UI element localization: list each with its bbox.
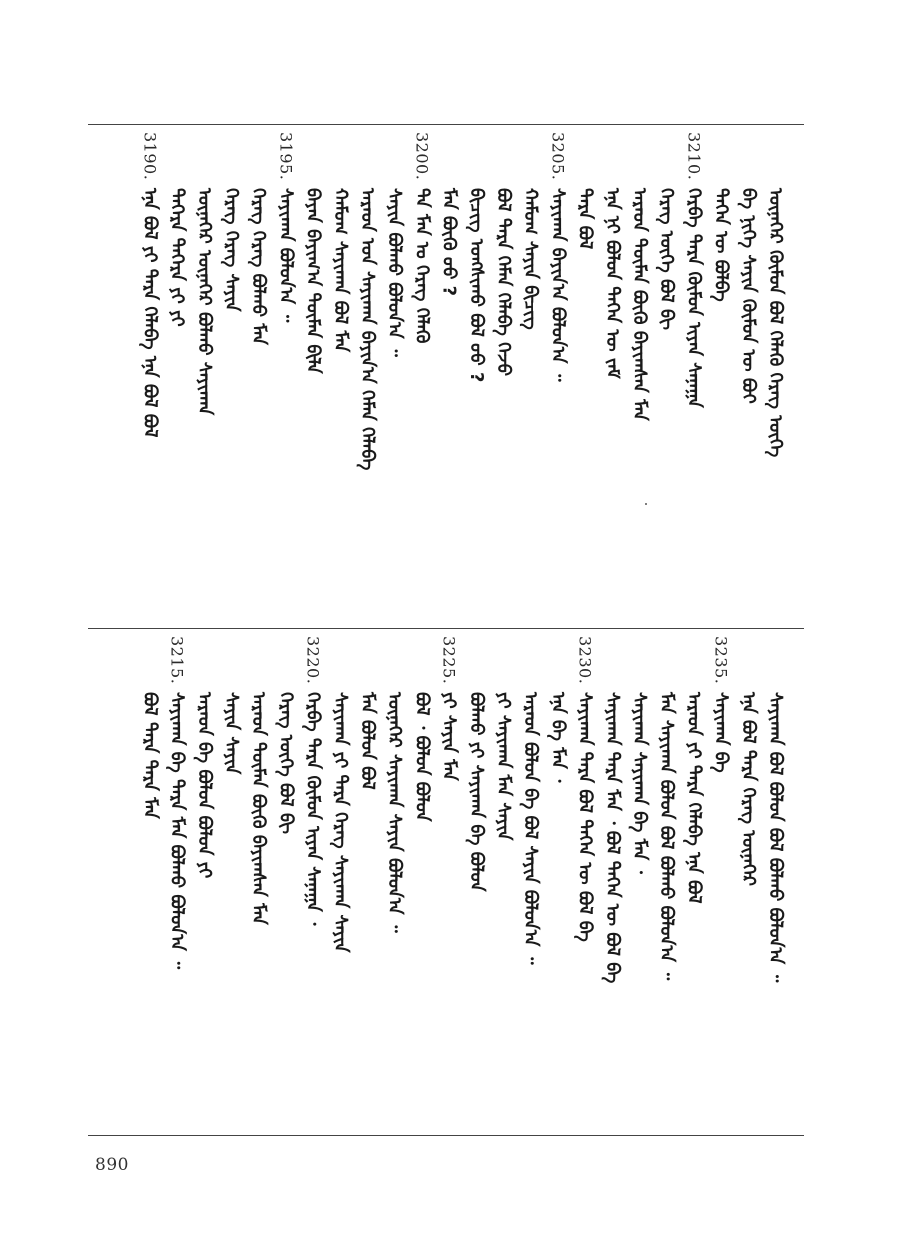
verse-text: ᠶᠢ ᠰᠠᠶᠢᠬᠠᠨ ᠮᠠᠨ ᠰᠠᠶᠢᠨ bbox=[493, 692, 514, 841]
verse-line bbox=[653, 636, 679, 1126]
verse-text: ᠶᠢ ᠰᠠᠶᠢᠨ ᠮᠠᠨ bbox=[438, 692, 460, 781]
verse-line bbox=[463, 132, 489, 622]
lower-verse-block bbox=[86, 636, 806, 1126]
line-number: 3215. bbox=[167, 636, 187, 685]
verse-line bbox=[300, 132, 326, 622]
stray-dot bbox=[645, 503, 647, 505]
verse-line bbox=[517, 132, 543, 622]
verse-line bbox=[245, 132, 271, 622]
verse-text: ᠰᠠᠶᠢᠬᠠᠨ ᠪᠠ bbox=[710, 692, 732, 773]
verse-text: ᠰᠠᠶᠢᠬᠠᠨ ᠲᠡᠷᠡ ᠪᠣᠯ ᠲᠡᠭᠡᠨ ᠦ ᠪᠣᠯ ᠪᠠ bbox=[574, 692, 596, 942]
verse-text: ᠬᠡᠷᠡᠭ ᠬᠡᠷᠡᠭ ᠰᠠᠶᠢᠨ bbox=[221, 188, 242, 312]
verse-line bbox=[300, 636, 326, 1126]
verse-line bbox=[327, 132, 353, 622]
verse-line bbox=[408, 132, 434, 622]
verse-line bbox=[599, 636, 625, 1126]
verse-text: ᠬᠠᠮᠤᠭ ᠰᠠᠶᠢᠨ ᠪᠢᠴᠢᠭ bbox=[520, 188, 542, 330]
verse-text: ᠡᠨᠡ ᠪᠣᠯ ᠶᠢ ᠲᠡᠷᠡ ᠬᠡᠯᠡᠪᠡ ᠡᠨᠡ ᠪᠣᠯ ᠪᠣᠯ bbox=[139, 188, 161, 438]
verse-line bbox=[653, 132, 679, 622]
line-number: 3210. bbox=[684, 132, 704, 181]
verse-text: ᠠᠷᠠᠳ ᠪᠠ ᠪᠣᠯᠤᠨ ᠪᠣᠯᠤᠨ ᠶᠢ bbox=[193, 692, 215, 879]
verse-text: ᠠᠷᠠᠳ ᠪᠣᠯᠤᠨ ᠪᠠ ᠪᠣᠯ ᠰᠠᠶᠢᠨ ᠪᠣᠯᠤᠨ᠎ᠠ ᠃ bbox=[520, 692, 542, 965]
verse-text: ᠲᠡᠭᠡᠷᠡ ᠲᠡᠭᠡᠷᠡ ᠶᠢ ᠶᠢ bbox=[166, 188, 188, 327]
verse-line bbox=[245, 636, 271, 1126]
verse-text: ᠲᠡᠷᠡ ᠪᠣᠯ bbox=[574, 188, 596, 250]
verse-line bbox=[218, 636, 244, 1126]
verse-line bbox=[408, 636, 434, 1126]
bottom-rule bbox=[88, 1135, 804, 1136]
verse-text: ᠪᠣᠯ ᠂ ᠪᠣᠯᠤᠨ ᠪᠣᠯᠤᠨ bbox=[411, 692, 433, 822]
verse-text: ᠪᠣᠯ ᠲᠡᠷᠡ ᠲᠡᠷᠡ ᠮᠠᠨ bbox=[139, 692, 161, 819]
middle-rule bbox=[88, 628, 804, 629]
upper-verse-block bbox=[86, 132, 806, 622]
verse-line bbox=[354, 132, 380, 622]
verse-text: ᠪᠠ ᠨᠢᠭᠡ ᠰᠠᠶᠢᠨ ᠬᠦᠮᠦᠨ ᠦ ᠪᠣᠢ bbox=[737, 188, 759, 404]
verse-line bbox=[136, 132, 162, 622]
verse-line bbox=[517, 636, 543, 1126]
line-number: 3205. bbox=[548, 132, 568, 181]
verse-text: ᠰᠠᠶᠢᠬᠠᠨ ᠶᠢ ᠲᠡᠷᠡ ᠬᠡᠷᠡᠭ ᠰᠠᠶᠢᠬᠠᠨ ᠰᠠᠶᠢᠨ bbox=[329, 692, 351, 953]
verse-text: ᠦᠨᠡᠬᠡᠷ ᠬᠦᠮᠦᠨ ᠪᠣᠯ ᠬᠡᠯᠡᠬᠦ ᠬᠡᠷᠡᠭ ᠦᠭᠡ bbox=[765, 188, 786, 458]
line-number: 3190. bbox=[140, 132, 160, 181]
verse-text: ᠬᠡᠷᠡᠭ ᠦᠭᠡ ᠪᠣᠯ ᠪᠢ bbox=[275, 692, 297, 834]
verse-text: ᠬᠡᠷᠡᠭ ᠦᠭᠡ ᠪᠣᠯ ᠪᠢ bbox=[656, 188, 678, 330]
verse-text: ᠰᠠᠶᠢᠨ ᠪᠣᠯᠬᠤ ᠪᠣᠯᠤᠨ᠎ᠠ ᠃ bbox=[384, 188, 406, 357]
verse-line bbox=[735, 132, 761, 622]
verse-text: ᠮᠠᠨ ᠪᠣᠯᠤᠨ ᠪᠣᠯ bbox=[357, 692, 378, 790]
verse-line bbox=[544, 636, 570, 1126]
verse-line bbox=[735, 636, 761, 1126]
verse-line bbox=[436, 132, 462, 622]
verse-line bbox=[626, 132, 652, 622]
verse-line bbox=[680, 132, 706, 622]
line-number: 3195. bbox=[276, 132, 296, 181]
verse-text: ᠪᠢᠴᠢᠭ ᠤᠩᠰᠢᠬᠤ ᠪᠣᠯ ᠤᠤ ? bbox=[465, 188, 487, 383]
verse-text: ᠬᠠᠮᠤᠭ ᠰᠠᠶᠢᠬᠠᠨ ᠪᠣᠯ ᠮᠠᠨ bbox=[329, 188, 351, 353]
verse-line bbox=[164, 132, 190, 622]
line-number: 3235. bbox=[711, 636, 731, 685]
verse-text: ᠰᠠᠶᠢᠬᠠᠨ ᠪᠠ ᠲᠡᠷᠡ ᠮᠠᠨ ᠪᠣᠯᠬᠤ ᠪᠣᠯᠤᠨ᠎ᠠ ᠃ bbox=[166, 692, 188, 970]
verse-text: ᠡᠨᠡ ᠪᠠ ᠮᠠᠨ ᠂ bbox=[547, 692, 569, 783]
verse-text: ᠦᠨᠡᠬᠡᠷ ᠦᠨᠡᠬᠡᠷ ᠪᠣᠯᠬᠤ ᠰᠠᠶᠢᠬᠠᠨ bbox=[193, 188, 215, 416]
verse-text: ᠬᠡᠷᠡᠭ ᠬᠡᠷᠡᠭ ᠪᠣᠯᠬᠤ ᠮᠠᠨ bbox=[248, 188, 270, 345]
verse-line bbox=[272, 636, 298, 1126]
verse-text: ᠪᠣᠯ ᠲᠡᠷᠡ ᠬᠡᠮᠡᠨ ᠬᠡᠯᠡᠪᠡ ᠭᠡᠵᠦ bbox=[493, 188, 514, 376]
verse-text: ᠰᠠᠶᠢᠬᠠᠨ ᠲᠡᠷᠡ ᠮᠠᠨ ᠂ ᠪᠣᠯ ᠲᠡᠭᠡᠨ ᠦ ᠪᠣᠯ ᠪᠠ bbox=[601, 692, 623, 984]
verse-text: ᠮᠠᠨ ᠪᠦᠬᠦ ᠤᠤ ? bbox=[438, 188, 460, 297]
verse-text: ᠰᠠᠶᠢᠬᠠᠨ ᠪᠣᠯᠤᠨ᠎ᠠ ᠃ bbox=[275, 188, 297, 323]
verse-line bbox=[381, 132, 407, 622]
verse-line bbox=[354, 636, 380, 1126]
verse-line bbox=[164, 636, 190, 1126]
verse-text: ᠲᠡᠭᠡᠨ ᠦ ᠪᠣᠯᠪᠠ bbox=[710, 188, 732, 302]
verse-line bbox=[599, 132, 625, 622]
verse-line bbox=[327, 636, 353, 1126]
verse-text: ᠦᠨᠡᠬᠡᠷ ᠰᠠᠶᠢᠬᠠᠨ ᠰᠠᠶᠢᠨ ᠪᠣᠯᠤᠨ᠎ᠠ ᠃ bbox=[384, 692, 406, 933]
verse-line bbox=[490, 132, 516, 622]
verse-line bbox=[463, 636, 489, 1126]
verse-text: ᠠᠷᠠᠳ ᠲᠦᠮᠡᠨ ᠪᠦᠬᠦ ᠪᠠᠶᠢᠭᠰᠠᠨ ᠮᠠᠨ bbox=[248, 692, 270, 925]
verse-text: ᠪᠣᠯᠬᠤ ᠶᠢ ᠰᠠᠶᠢᠬᠠᠨ ᠪᠠ ᠪᠣᠯᠤᠨ bbox=[465, 692, 487, 892]
verse-text: ᠮᠠᠨ ᠰᠠᠶᠢᠬᠠᠨ ᠪᠣᠯᠤᠨ ᠪᠣᠯ ᠪᠣᠯᠬᠤ ᠪᠣᠯᠤᠨ᠎ᠠ ᠃ bbox=[656, 692, 678, 981]
line-number: 3225. bbox=[439, 636, 459, 685]
page-number: 890 bbox=[95, 1155, 129, 1175]
verse-line bbox=[680, 636, 706, 1126]
verse-text: ᠬᠡᠷᠪᠡ ᠲᠡᠷᠡ ᠬᠦᠮᠦᠨ ᠢᠶᠡᠨ ᠰᠠᠨᠠᠭᠠ ᠂ bbox=[302, 692, 324, 926]
verse-text: ᠰᠠᠶᠢᠬᠠᠨ ᠰᠠᠶᠢᠬᠠᠨ ᠪᠠ ᠮᠠᠨ ᠂ bbox=[629, 692, 650, 874]
verse-line bbox=[762, 636, 788, 1126]
line-number: 3230. bbox=[575, 636, 595, 685]
verse-text: ᠲᠠ ᠮᠠᠨ ᠤ ᠬᠡᠷᠡᠭ ᠬᠡᠯᠡᠬᠦ bbox=[411, 188, 433, 344]
verse-line bbox=[572, 636, 598, 1126]
verse-line bbox=[191, 132, 217, 622]
verse-line bbox=[191, 636, 217, 1126]
verse-line bbox=[544, 132, 570, 622]
verse-text: ᠠᠷᠠᠳ ᠤᠨ ᠰᠠᠶᠢᠬᠠᠨ ᠪᠠᠶᠢᠨ᠎ᠠ ᠬᠡᠮᠡᠨ ᠬᠡᠯᠡᠪᠡ bbox=[357, 188, 378, 471]
verse-line bbox=[381, 636, 407, 1126]
top-rule bbox=[88, 124, 804, 125]
verse-line bbox=[762, 132, 788, 622]
line-number: 3200. bbox=[412, 132, 432, 181]
verse-text: ᠡᠨᠡ ᠪᠣᠯ ᠲᠡᠷᠡ ᠬᠡᠷᠡᠭ ᠦᠨᠡᠬᠡᠷ bbox=[737, 692, 759, 886]
verse-text: ᠪᠠᠶᠠᠨ ᠪᠠᠶᠢᠭ᠎ᠠ ᠲᠦᠮᠡᠨ ᠪᠢᠯᠡ bbox=[302, 188, 324, 374]
verse-text: ᠰᠠᠶᠢᠬᠠᠨ ᠪᠠᠶᠢᠨ᠎ᠠ ᠪᠣᠯᠤᠨ᠎ᠠ ᠃ bbox=[547, 188, 569, 382]
verse-line bbox=[272, 132, 298, 622]
verse-text: ᠡᠨᠡ ᠨᠢ ᠪᠣᠯᠤᠨ ᠲᠡᠭᠡᠨ ᠦ ᠵᠠᠮ bbox=[601, 188, 623, 379]
line-number: 3220. bbox=[303, 636, 323, 685]
verse-line bbox=[136, 636, 162, 1126]
verse-text: ᠠᠷᠠᠳ ᠶᠢ ᠲᠡᠷᠡ ᠬᠡᠯᠡᠪᠡ ᠡᠨᠡ ᠪᠣᠯ bbox=[683, 692, 705, 904]
verse-text: ᠰᠠᠶᠢᠨ ᠰᠠᠶᠢᠨ bbox=[221, 692, 242, 775]
verse-line bbox=[436, 636, 462, 1126]
verse-line bbox=[708, 132, 734, 622]
verse-text: ᠠᠷᠠᠳ ᠲᠦᠮᠡᠨ ᠪᠦᠬᠦ ᠪᠠᠶᠢᠭᠰᠠᠨ ᠮᠠᠨ bbox=[629, 188, 650, 421]
verse-line bbox=[572, 132, 598, 622]
verse-line bbox=[218, 132, 244, 622]
verse-text: ᠰᠠᠶᠢᠬᠠᠨ ᠪᠣᠯ ᠪᠣᠯᠤᠨ ᠪᠣᠯ ᠪᠣᠯᠬᠤ ᠪᠣᠯᠤᠨ᠎ᠠ ᠃ bbox=[765, 692, 786, 983]
verse-line bbox=[490, 636, 516, 1126]
verse-line bbox=[626, 636, 652, 1126]
verse-text: ᠬᠡᠷᠪᠡ ᠲᠡᠷᠡ ᠬᠦᠮᠦᠨ ᠢᠶᠡᠨ ᠰᠠᠨᠠᠭᠠ bbox=[683, 188, 705, 408]
verse-line bbox=[708, 636, 734, 1126]
